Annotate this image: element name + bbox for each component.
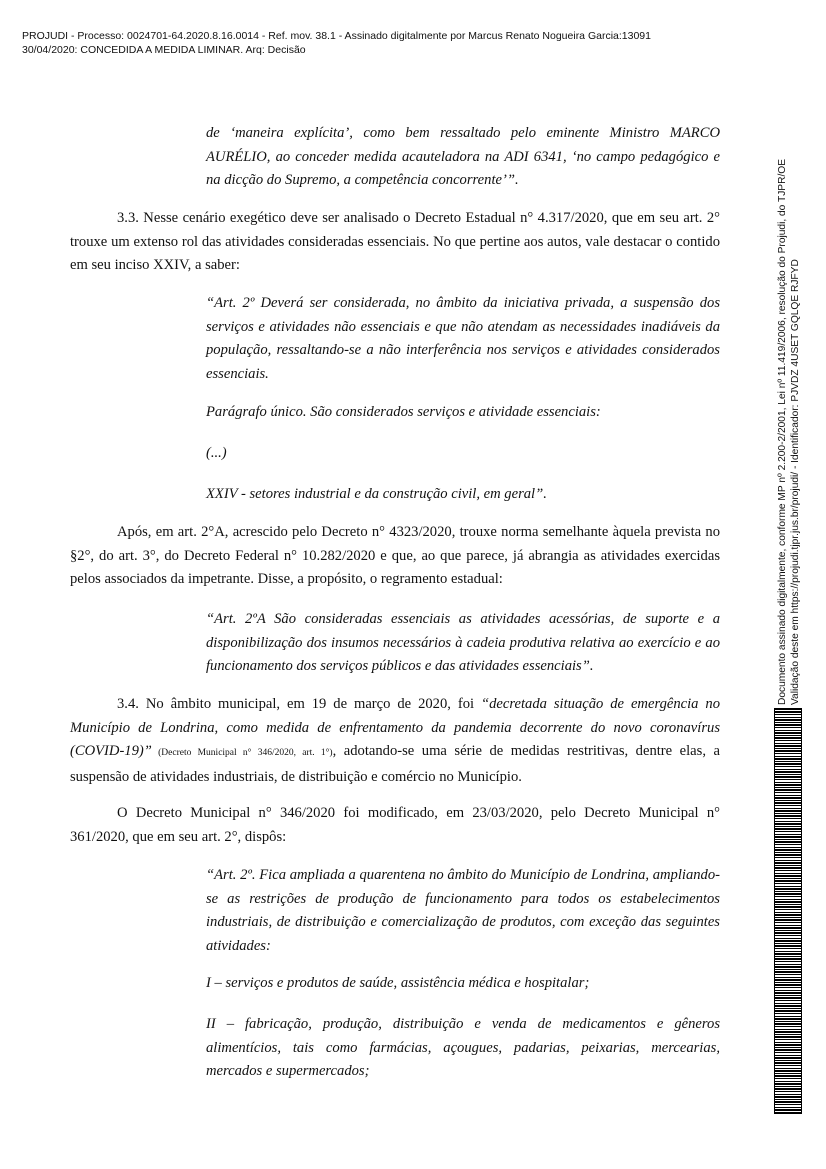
- quote-inciso-xxiv: XXIV - setores industrial e da construção civil, em geral”.: [206, 486, 547, 502]
- document-header: [22, 29, 762, 57]
- paragraph-3-4-tail: , adotando-se uma série de medidas restritivas, dentre elas, a suspensão de atividades industriais, de distribuição e comércio no Município.: [70, 743, 720, 785]
- validation-line-2: Validação deste em https://projudi.tjpr.jus.br/projudi/ - Identificador: PJVDZ 4USET GQLQE RJFYD: [790, 259, 801, 705]
- paragraph-3-3: 3.3. Nesse cenário exegético deve ser analisado o Decreto Estadual n° 4.317/2020, que em seu art. 2° trouxe um extenso rol das atividades consideradas essenciais. No que pertine aos autos, vale destacar o contido em seu inciso XXIV, a saber:: [70, 210, 720, 273]
- quote-art-2: “Art. 2º Deverá ser considerada, no âmbito da iniciativa privada, a suspensão dos serviços e atividades não essenciais e que não atendam as necessidades inadiáveis da população, ressaltando-se a não interferência nos serviços e atividades considerados essenciais.: [206, 295, 720, 382]
- quote-ellipsis: (...): [206, 445, 227, 461]
- paragraph-3-4-lead: 3.4. No âmbito municipal, em 19 de março de 2020, foi: [117, 696, 481, 712]
- header-line-2: 30/04/2020: CONCEDIDA A MEDIDA LIMINAR. Arq: Decisão: [22, 44, 306, 56]
- validation-line-1: Documento assinado digitalmente, conforme MP nº 2.200-2/2001, Lei nº 11.419/2006, resolução do Projudi, do TJPR/OE: [777, 158, 788, 705]
- quote-inciso-i: I – serviços e produtos de saúde, assistência médica e hospitalar;: [206, 975, 590, 991]
- paragraph-apos: Após, em art. 2°A, acrescido pelo Decreto n° 4323/2020, trouxe norma semelhante àquela prevista no §2°, do art. 3°, do Decreto Federal n° 10.282/2020 e que, ao que parece, já abrangia as atividades exercidas pelos associados da impetrante. Disse, a propósito, o regramento estadual:: [70, 524, 720, 587]
- quote-art-2-municipal: “Art. 2º. Fica ampliada a quarentena no âmbito do Município de Londrina, ampliando-se as restrições de produção de funcionamento para todos os estabelecimentos industriais, de distribuição e comercialização de produtos, com exceção das seguintes atividades:: [206, 867, 720, 954]
- quote-inciso-ii: II – fabricação, produção, distribuição e venda de medicamentos e gêneros alimentícios, tais como farmácias, açougues, padarias, peixarias, mercearias, mercados e supermercados;: [206, 1016, 720, 1079]
- paragraph-decreto-municipal: O Decreto Municipal n° 346/2020 foi modificado, em 23/03/2020, pelo Decreto Municipal n° 361/2020, que em seu art. 2°, dispôs:: [70, 805, 720, 845]
- quote-paragrafo-unico: Parágrafo único. São considerados serviços e atividade essenciais:: [206, 404, 601, 420]
- quote-art-2a: “Art. 2ºA São consideradas essenciais as atividades acessórias, de suporte e a disponibilização dos insumos necessários à cadeia produtiva relativa ao exercício e ao funcionamento dos serviços públicos e das atividades essenciais”.: [206, 611, 720, 674]
- paragraph-3-4-quote: “decretada situação de emergência no Município de Londrina, como medida de enfrentamento da pandemia decorrente do novo coronavírus (COVID-19)”: [70, 696, 721, 759]
- quote-intro: de ‘maneira explícita’, como bem ressaltado pelo eminente Ministro MARCO AURÉLIO, ao conceder medida acauteladora na ADI 6341, ‘no campo pedagógico e na dicção do Supremo, a competência concorrente’”.: [206, 125, 720, 188]
- paragraph-3-4-citation: (Decreto Municipal n° 346/2020, art. 1°): [151, 748, 333, 758]
- signature-validation-text: [776, 159, 802, 705]
- barcode-image: [774, 708, 802, 1114]
- paragraph-3-4: [70, 693, 720, 789]
- header-line-1: PROJUDI - Processo: 0024701-64.2020.8.16.0014 - Ref. mov. 38.1 - Assinado digitalmente por Marcus Renato Nogueira Garcia:13091: [22, 30, 651, 42]
